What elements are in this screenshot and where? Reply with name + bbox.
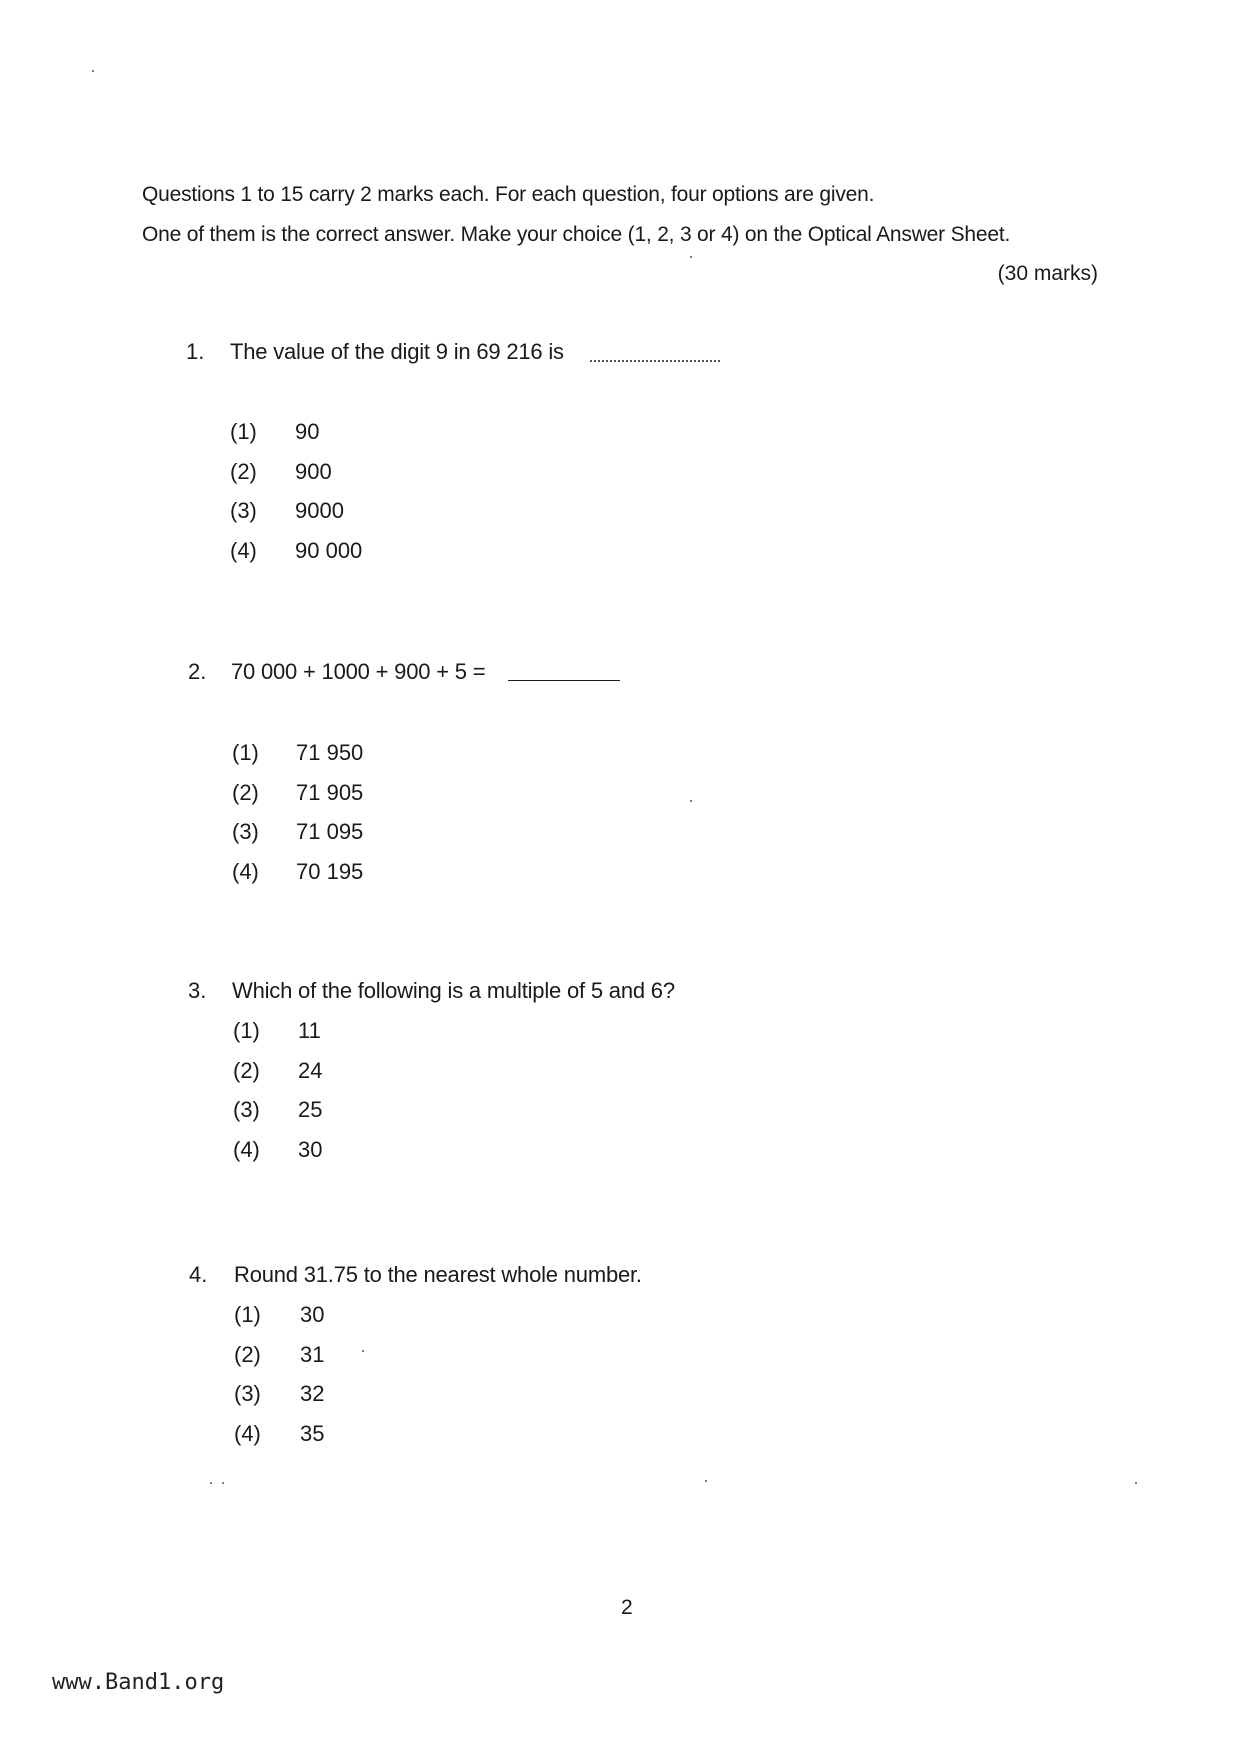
option-number: (4) (233, 1137, 260, 1162)
question-number: 2. (188, 659, 207, 684)
option-value: 24 (298, 1058, 323, 1083)
option-number: (1) (234, 1302, 261, 1327)
option-number: (4) (234, 1421, 261, 1446)
option-value: 30 (300, 1302, 325, 1327)
option-value: 90 000 (295, 538, 363, 563)
scan-speck (210, 1482, 212, 1484)
option-number: (2) (234, 1342, 261, 1367)
option-number: (2) (232, 780, 259, 805)
instructions-line-2: One of them is the correct answer. Make your choice (1, 2, 3 or 4) on the Optical Answer Sheet. (142, 223, 1011, 246)
scan-speck (690, 800, 692, 802)
question-number: 1. (186, 339, 205, 364)
option-number: (4) (230, 538, 257, 563)
option-value: 9000 (295, 498, 344, 523)
option-number: (2) (230, 459, 257, 484)
option-value: 11 (298, 1018, 321, 1043)
option-value: 90 (295, 419, 320, 444)
question-text: Which of the following is a multiple of 5 and 6? (232, 978, 675, 1003)
option-number: (1) (232, 740, 259, 765)
option-value: 900 (295, 459, 332, 484)
option-value: 25 (298, 1097, 323, 1122)
page-number: 2 (621, 1596, 633, 1619)
answer-blank (508, 680, 620, 681)
scan-speck (92, 70, 94, 72)
total-marks: (30 marks) (997, 262, 1098, 285)
option-number: (3) (230, 498, 257, 523)
scan-speck (222, 1482, 224, 1484)
option-number: (3) (232, 819, 259, 844)
option-value: 31 (300, 1342, 325, 1367)
scan-speck (705, 1480, 707, 1482)
option-number: (1) (233, 1018, 260, 1043)
instructions-line-1: Questions 1 to 15 carry 2 marks each. For each question, four options are given. (142, 183, 875, 206)
scan-speck (690, 256, 692, 258)
option-value: 30 (298, 1137, 323, 1162)
question-number: 4. (189, 1262, 208, 1287)
question-text: The value of the digit 9 in 69 216 is (230, 339, 564, 364)
option-number: (2) (233, 1058, 260, 1083)
option-value: 71 905 (296, 780, 364, 805)
scan-speck (1135, 1482, 1137, 1484)
option-number: (3) (234, 1381, 261, 1406)
option-value: 32 (300, 1381, 325, 1406)
option-value: 71 950 (296, 740, 364, 765)
option-number: (1) (230, 419, 257, 444)
scan-speck (362, 1350, 364, 1352)
option-number: (4) (232, 859, 259, 884)
question-text: 70 000 + 1000 + 900 + 5 = (231, 659, 486, 684)
answer-blank (590, 360, 720, 362)
question-number: 3. (188, 978, 207, 1003)
option-value: 70 195 (296, 859, 364, 884)
option-value: 35 (300, 1421, 325, 1446)
question-text: Round 31.75 to the nearest whole number. (234, 1262, 642, 1287)
footer-website: www.Band1.org (52, 1670, 225, 1695)
option-value: 71 095 (296, 819, 364, 844)
option-number: (3) (233, 1097, 260, 1122)
